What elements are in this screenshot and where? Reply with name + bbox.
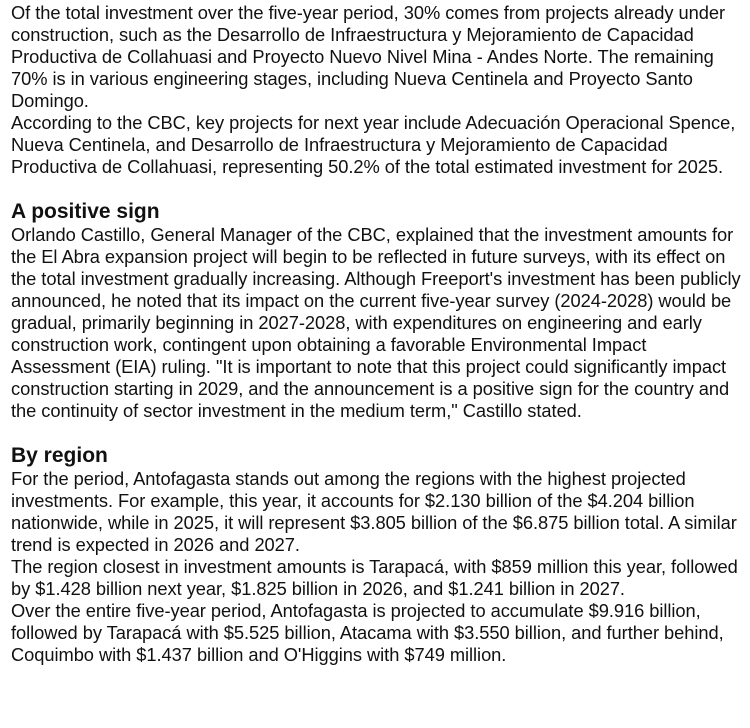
- region-paragraph-1: For the period, Antofagasta stands out among the regions with the highest projected investments. For example, this year, it accounts for $2.130 billion of the $4.204 billion nationwide, while in 2025, it will represent $3.805 billion of the $6.875 billion total. A similar trend is expected in 2026 and 2027.: [11, 468, 737, 555]
- intro-paragraph-2: According to the CBC, key projects for next year include Adecuación Operacional Spence, Nueva Centinela, and Desarrollo de Infraestructura y Mejoramiento de Capacidad Productiva de Collahuasi, representing 50.2% of the total estimated investment for 2025.: [11, 112, 736, 177]
- region-paragraph-2: The region closest in investment amounts is Tarapacá, with $859 million this year, followed by $1.428 billion next year, $1.825 billion in 2026, and $1.241 billion in 2027.: [11, 556, 738, 599]
- article-body: [11, 2, 747, 666]
- section-heading-positive-sign: A positive sign: [11, 200, 160, 223]
- region-paragraph-3: Over the entire five-year period, Antofagasta is projected to accumulate $9.916 billion, followed by Tarapacá with $5.525 billion, Atacama with $3.550 billion, and further behind, Coquimbo with $1.437 billion and O'Higgins with $749 million.: [11, 600, 724, 665]
- intro-paragraph-1: Of the total investment over the five-year period, 30% comes from projects already under construction, such as the Desarrollo de Infraestructura y Mejoramiento de Capacidad Productiva de Collahuasi and Proyecto Nuevo Nivel Mina - Andes Norte. The remaining 70% is in various engineering stages, including Nueva Centinela and Proyecto Santo Domingo.: [11, 2, 725, 111]
- positive-sign-paragraph: Orlando Castillo, General Manager of the CBC, explained that the investment amounts for the El Abra expansion project will begin to be reflected in future surveys, with its effect on the total investment gradually increasing. Although Freeport's investment has been publicly announced, he noted that its impact on the current five-year survey (2024-2028) would be gradual, primarily beginning in 2027-2028, with expenditures on engineering and early construction work, contingent upon obtaining a favorable Environmental Impact Assessment (EIA) ruling. "It is important to note that this project could significantly impact construction starting in 2029, and the announcement is a positive sign for the country and the continuity of sector investment in the medium term," Castillo stated.: [11, 224, 741, 421]
- section-heading-by-region: By region: [11, 444, 108, 467]
